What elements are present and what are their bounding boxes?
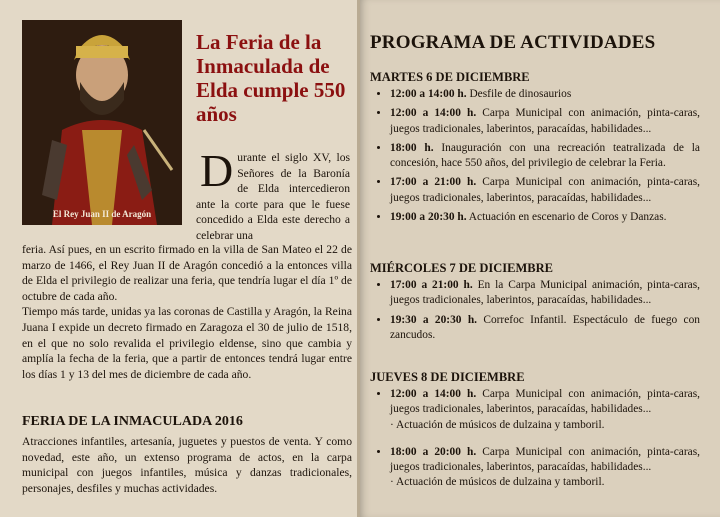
event-item [390,141,700,172]
event-time: 19:30 a 20:30 h. [390,313,478,326]
day-label: MIÉRCOLES 7 DE DICIEMBRE [370,261,554,275]
program-heading: PROGRAMA DE ACTIVIDADES [370,32,656,53]
event-item [390,175,700,206]
fold-line [357,0,360,517]
event-item [390,387,700,433]
day-section-wednesday [370,261,700,347]
event-time: 18:00 a 20:00 h. [390,445,477,458]
intro-text: urante el siglo XV, los Señores de la Baronía de Elda intercedieron ante la corte para que le fuese concedido a Elda este derecho a celebrar una [196,151,350,242]
event-list [370,87,700,225]
event-text: Desfile de dinosaurios [469,88,572,100]
event-text: Carpa Municipal con animación, pinta-caras, juegos tradicionales, laberintos, paracaídas, habilidades... [390,107,700,135]
event-text: Carpa Municipal con animación, pinta-caras, juegos tradicionales, laberintos, paracaídas, habilidades... [390,388,700,416]
event-extra: · Actuación de músicos de dulzaina y tamboril. [390,418,605,431]
day-label: JUEVES 8 DE DICIEMBRE [370,370,525,384]
event-text: Correfoc Infantil. Espectáculo de fuego con zancudos. [390,313,700,341]
event-text: Inauguración con una recreación teatralizada de la concesión, hace 550 años, del privilegio de celebrar la Feria. [390,141,700,170]
event-item [390,313,700,344]
event-item [390,87,700,102]
king-portrait [22,20,182,225]
history-paragraph-2: Tiempo más tarde, unidas ya las coronas de Castilla y Aragón, la Reina Juana I expide un decreto firmado en Zaragoza el 30 de julio de 1518, en el que no solo revalida el privilegio eldense, sino que cambia y amplía la fecha de la feria, que a partir de entonces tendrá lugar entre los días 1 y 13 del mes de diciembre de cada año. [22,305,352,381]
event-text: Actuación en escenario de Coros y Danzas. [468,211,667,224]
portrait-illustration [22,20,182,225]
day-section-thursday [370,370,700,495]
feria-text: Atracciones infantiles, artesanía, juguetes y puestos de venta. Y como novedad, este año, un extenso programa de actos, en la carpa municipal con juegos infantiles, música y danzas tradicionales, personajes, desfiles y muchas actividades. [22,435,352,495]
history-text [22,242,352,382]
event-item [390,106,700,137]
day-label: MARTES 6 DE DICIEMBRE [370,70,530,84]
event-item [390,445,700,491]
event-text: Carpa Municipal con animación, pinta-caras, juegos tradicionales, laberintos, paracaídas, habilidades... [390,445,700,474]
page-title: La Feria de la Inmaculada de Elda cumple 550 años [196,30,346,126]
portrait-caption: El Rey Juan II de Aragón [52,209,152,219]
event-time: 12:00 a 14:00 h. [390,107,477,120]
event-extra: · Actuación de músicos de dulzaina y tamboril. [390,476,605,489]
event-time: 18:00 h. [390,141,434,154]
event-item [390,278,700,309]
event-time: 19:00 a 20:30 h. [390,211,467,224]
event-list [370,387,700,491]
event-text: En la Carpa Municipal animación, pinta-caras, juegos tradicionales, laberintos, paracaídas, habilidades... [390,279,700,307]
event-time: 17:00 a 21:00 h. [390,279,473,291]
drop-cap: D [200,145,234,196]
intro-paragraph [196,145,350,244]
event-time: 17:00 a 21:00 h. [390,176,477,189]
event-item [390,210,700,225]
event-text: Carpa Municipal con animación, pinta-caras, juegos tradicionales, laberintos, paracaídas, habilidades... [390,176,700,204]
event-list [370,278,700,343]
history-paragraph-1: feria. Así pues, en un escrito firmado en la villa de San Mateo el 22 de marzo de 1466, el Rey Juan II de Aragón concedió a la entonces villa de Elda el privilegio de realizar una feria, que tendría lugar el día 1º de octubre de cada año. [22,243,352,303]
event-time: 12:00 a 14:00 h. [390,88,467,100]
event-time: 12:00 a 14:00 h. [390,388,477,400]
feria-heading: FERIA DE LA INMACULADA 2016 [22,414,243,429]
day-section-tuesday [370,70,700,229]
